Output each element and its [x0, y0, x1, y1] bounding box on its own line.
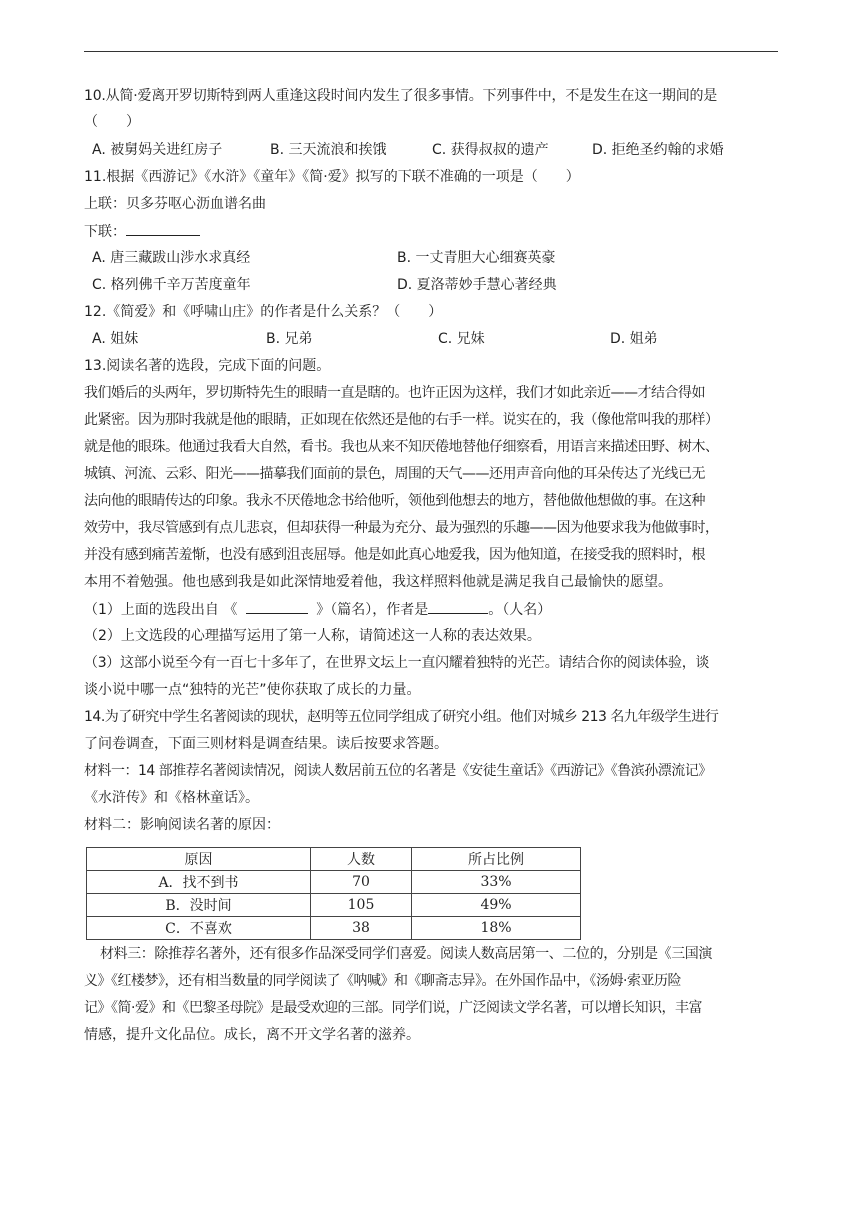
q14-material-1-cont: 《水浒传》和《格林童话》。: [84, 790, 259, 806]
table-row: [87, 871, 581, 894]
q13-passage-line: 此紧密。因为那时我就是他的眼睛，正如现在依然还是他的右手一样。说实在的，我（像他常叫我的那样）: [84, 412, 719, 428]
table-cell: 33%: [412, 871, 581, 894]
q12-stem: 12.《简爱》和《呼啸山庄》的作者是什么关系？（ ）: [84, 304, 443, 320]
q14-stem: 14.为了研究中学生名著阅读的现状，赵明等五位同学组成了研究小组。他们对城乡 213 名九年级学生进行: [84, 709, 719, 725]
table-row: [87, 894, 581, 917]
q10-option-a[interactable]: A. 被舅妈关进红房子: [92, 142, 223, 158]
header-rule: [84, 51, 778, 52]
q11-options-row1: [92, 248, 782, 268]
table-row: [87, 917, 581, 940]
survey-table: [86, 847, 581, 940]
q14-material-3: 材料三：除推荐名著外，还有很多作品深受同学们喜爱。阅读人数高居第一、二位的，分别是《三国演: [100, 946, 712, 962]
q13-passage-line: 就是他的眼珠。他通过我看大自然，看书。我也从来不知厌倦地替他仔细察看，用语言来描述田野、树木、: [84, 439, 719, 455]
q13-passage-line: 我们婚后的头两年，罗切斯特先生的眼睛一直是瞎的。也许正因为这样，我们才如此亲近——才结合得如: [84, 385, 705, 401]
q13-sub1: [84, 599, 551, 620]
q11-stem: 11.根据《西游记》《水浒》《童年》《简·爱》拟写的下联不准确的一项是（ ）: [84, 169, 580, 185]
q10-option-d[interactable]: D. 拒绝圣约翰的求婚: [592, 142, 724, 158]
q13-sub1-prefix: （1）上面的选段出自 《: [84, 602, 238, 618]
q13-sub3-cont: 谈小说中哪一点“独特的光芒”使你获取了成长的力量。: [84, 682, 421, 698]
table-cell: B．没时间: [87, 894, 311, 917]
q10-option-b[interactable]: B. 三天流浪和挨饿: [270, 142, 387, 158]
q13-sub2: （2）上文选段的心理描写运用了第一人称，请简述这一人称的表达效果。: [84, 628, 541, 644]
table-cell: 18%: [412, 917, 581, 940]
q13-passage-line: 效劳中，我尽管感到有点儿悲哀，但却获得一种最为充分、最为强烈的乐趣——因为他要求我为他做事时，: [84, 520, 719, 536]
q11-upper-couplet: 上联：贝多芬呕心沥血谱名曲: [84, 196, 266, 212]
q10-stem: 10.从简·爱离开罗切斯特到两人重逢这段时间内发生了很多事情。下列事件中，不是发生在这一期间的是: [84, 88, 718, 104]
q11-blank[interactable]: [126, 221, 200, 236]
table-cell: 70: [311, 871, 412, 894]
q14-material-3-cont: 记》《简·爱》和《巴黎圣母院》是最受欢迎的三部。同学们说，广泛阅读文学名著，可以增长知识，丰富: [84, 1000, 702, 1016]
q11-option-b[interactable]: B. 一丈青胆大心细赛英豪: [397, 250, 556, 266]
q14-stem-cont: 了问卷调查，下面三则材料是调查结果。读后按要求答题。: [84, 736, 448, 752]
q13-title-blank[interactable]: [246, 599, 308, 614]
q12-option-b[interactable]: B. 兄弟: [266, 331, 313, 347]
q13-author-blank[interactable]: [428, 599, 488, 614]
table-header: 原因: [87, 848, 311, 871]
q10-options: [92, 140, 782, 160]
q11-options-row2: [92, 275, 782, 295]
q13-passage-line: 本用不着勉强。他也感到我是如此深情地爱着他，我这样照料他就是满足我自己最愉快的愿望。: [84, 574, 672, 590]
q14-material-1: 材料一：14 部推荐名著阅读情况，阅读人数居前五位的名著是《安徒生童话》《西游记》《鲁滨孙漂流记》: [84, 763, 712, 779]
table-cell: 105: [311, 894, 412, 917]
table-cell: 38: [311, 917, 412, 940]
q13-sub1-middle: 》（篇名），作者是: [316, 602, 429, 618]
q10-answer-paren: （ ）: [84, 114, 140, 130]
table-header-row: [87, 848, 581, 871]
table-header: 人数: [311, 848, 412, 871]
q13-passage-line: 并没有感到痛苦羞惭，也没有感到沮丧屈辱。他是如此真心地爱我，因为他知道，在接受我的照料时，根: [84, 547, 705, 563]
table-header: 所占比例: [412, 848, 581, 871]
q11-option-a[interactable]: A. 唐三藏跋山涉水求真经: [92, 250, 251, 266]
q14-material-2: 材料二：影响阅读名著的原因：: [84, 817, 280, 833]
q10-option-c[interactable]: C. 获得叔叔的遗产: [432, 142, 549, 158]
table-cell: 49%: [412, 894, 581, 917]
q12-option-c[interactable]: C. 兄妹: [438, 331, 485, 347]
table-cell: A．找不到书: [87, 871, 311, 894]
q13-passage-line: 城镇、河流、云彩、阳光——描摹我们面前的景色，周围的天气——还用声音向他的耳朵传达了光线已无: [84, 466, 705, 482]
q11-lower-couplet: [84, 221, 200, 242]
q14-material-3-cont: 情感，提升文化品位。成长，离不开文学名著的滋养。: [84, 1027, 420, 1043]
q13-passage-line: 法向他的眼睛传达的印象。我永不厌倦地念书给他听，领他到他想去的地方，替他做他想做的事。在这种: [84, 493, 705, 509]
table-cell: C．不喜欢: [87, 917, 311, 940]
q11-option-d[interactable]: D. 夏洛蒂妙手慧心著经典: [397, 277, 557, 293]
q13-stem: 13.阅读名著的选段，完成下面的问题。: [84, 358, 331, 374]
q12-options: [92, 329, 782, 349]
q11-option-c[interactable]: C. 格列佛千辛万苦度童年: [92, 277, 251, 293]
q13-sub1-suffix: 。（人名）: [488, 602, 552, 618]
q11-lower-label: 下联：: [84, 224, 126, 240]
q14-material-3-cont: 义》《红楼梦》，还有相当数量的同学阅读了《呐喊》和《聊斋志异》。在外国作品中，《汤姆·索亚历险: [84, 973, 681, 989]
q12-option-d[interactable]: D. 姐弟: [610, 331, 658, 347]
q13-sub3: （3）这部小说至今有一百七十多年了，在世界文坛上一直闪耀着独特的光芒。请结合你的阅读体验，谈: [84, 655, 710, 671]
q12-option-a[interactable]: A. 姐妹: [92, 331, 139, 347]
